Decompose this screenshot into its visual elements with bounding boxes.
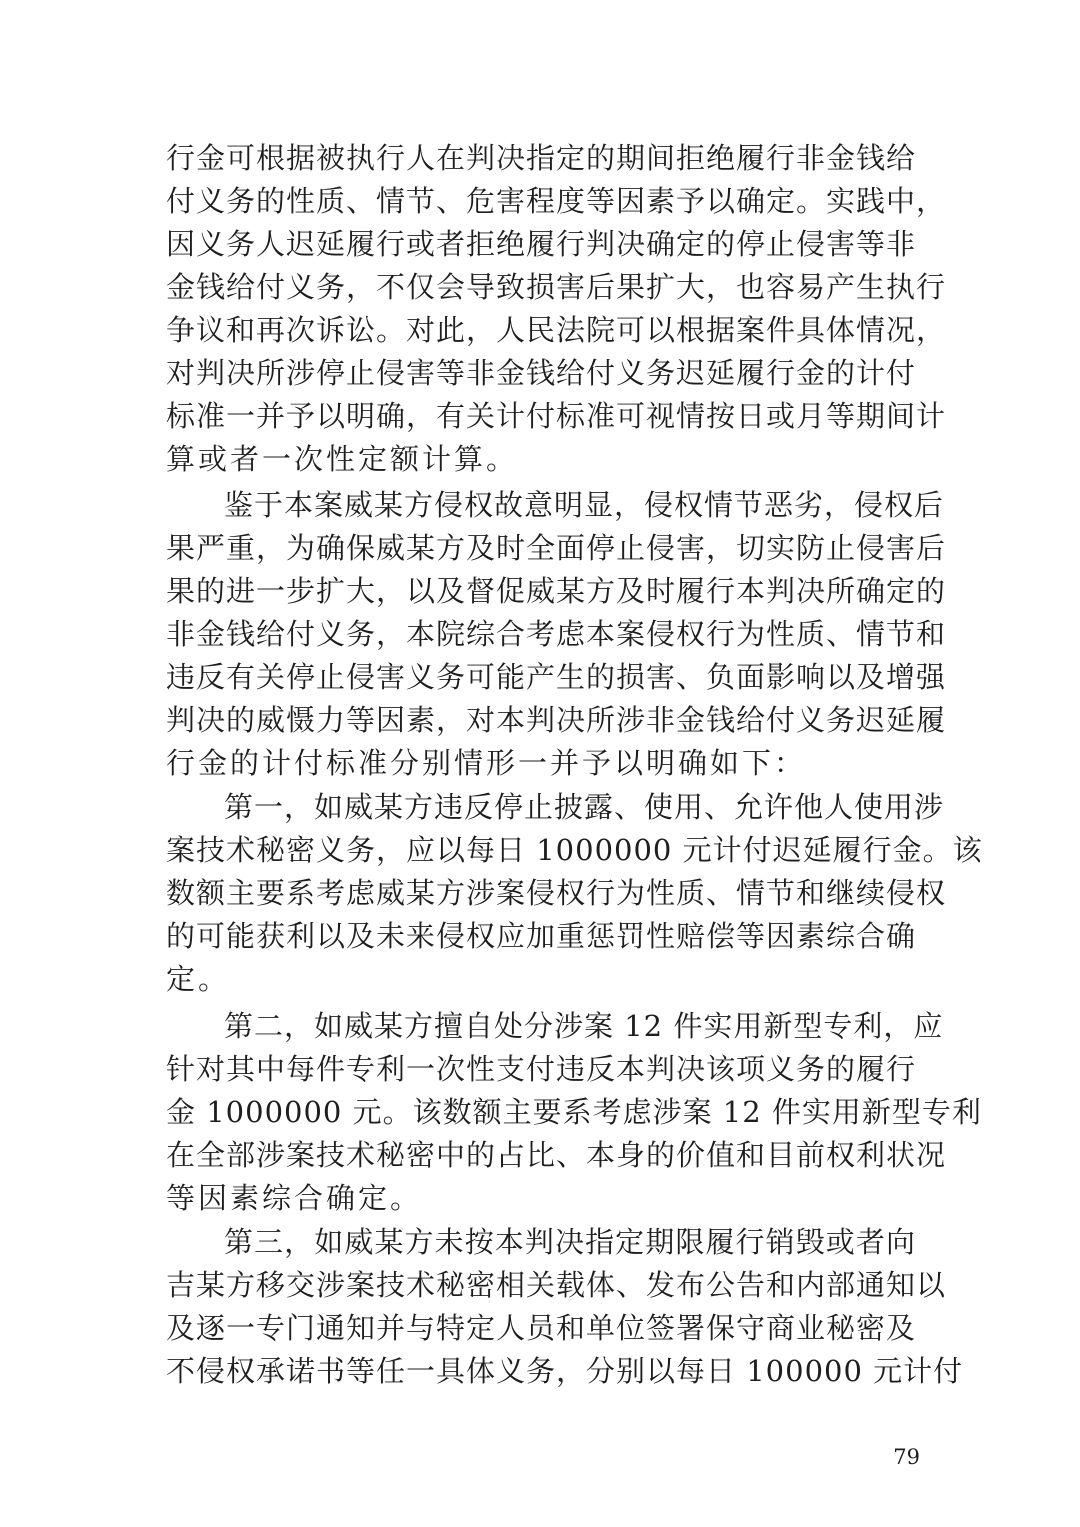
text-line: 算或者一次性定额计算。 — [166, 442, 519, 476]
paragraph-first-line: 鉴于本案威某方侵权故意明显，侵权情节恶劣，侵权后 — [224, 488, 945, 522]
text-line: 违反有关停止侵害义务可能产生的损害、负面影响以及增强 — [166, 660, 947, 694]
text-line: 行金的计付标准分别情形一并予以明确如下： — [166, 746, 807, 780]
text-line: 金钱给付义务，不仅会导致损害后果扩大，也容易产生执行 — [166, 270, 947, 304]
text-line: 定。 — [166, 962, 231, 996]
page-number: 79 — [893, 1445, 920, 1469]
text-line: 对判决所涉停止侵害等非金钱给付义务迟延履行金的计付 — [166, 356, 917, 390]
text-line: 数额主要系考虑威某方涉案侵权行为性质、情节和继续侵权 — [166, 876, 947, 910]
text-line: 标准一并予以明确，有关计付标准可视情按日或月等期间计 — [166, 399, 947, 433]
text-line: 不侵权承诺书等任一具体义务，分别以每日 100000 元计付 — [166, 1354, 964, 1388]
text-line: 等因素综合确定。 — [166, 1181, 423, 1215]
text-line: 因义务人迟延履行或者拒绝履行判决确定的停止侵害等非 — [166, 227, 917, 261]
text-line: 行金可根据被执行人在判决指定的期间拒绝履行非金钱给 — [166, 141, 917, 175]
text-line: 金 1000000 元。该数额主要系考虑涉案 12 件实用新型专利 — [166, 1095, 982, 1129]
text-line: 的可能获利以及未来侵权应加重惩罚性赔偿等因素综合确 — [166, 919, 917, 953]
text-line: 果的进一步扩大，以及督促威某方及时履行本判决所确定的 — [166, 574, 947, 608]
paragraph-first-line: 第三，如威某方未按本判决指定期限履行销毁或者向 — [224, 1225, 916, 1259]
paragraph-first-line: 第二，如威某方擅自处分涉案 12 件实用新型专利，应 — [224, 1009, 944, 1043]
text-line: 非金钱给付义务，本院综合考虑本案侵权行为性质、情节和 — [166, 617, 947, 651]
text-line: 果严重，为确保威某方及时全面停止侵害，切实防止侵害后 — [166, 531, 947, 565]
text-line: 案技术秘密义务，应以每日 1000000 元计付迟延履行金。该 — [166, 833, 983, 867]
text-line: 及逐一专门通知并与特定人员和单位签署保守商业秘密及 — [166, 1311, 917, 1345]
text-line: 付义务的性质、情节、危害程度等因素予以确定。实践中， — [166, 184, 947, 218]
paragraph-first-line: 第一，如威某方违反停止披露、使用、允许他人使用涉 — [224, 790, 945, 824]
text-line: 争议和再次诉讼。对此，人民法院可以根据案件具体情况， — [166, 313, 947, 347]
text-line: 针对其中每件专利一次性支付违反本判决该项义务的履行 — [166, 1052, 917, 1086]
text-line: 吉某方移交涉案技术秘密相关载体、发布公告和内部通知以 — [166, 1268, 947, 1302]
text-line: 在全部涉案技术秘密中的占比、本身的价值和目前权利状况 — [166, 1138, 947, 1172]
text-line: 判决的威慑力等因素，对本判决所涉非金钱给付义务迟延履 — [166, 703, 947, 737]
